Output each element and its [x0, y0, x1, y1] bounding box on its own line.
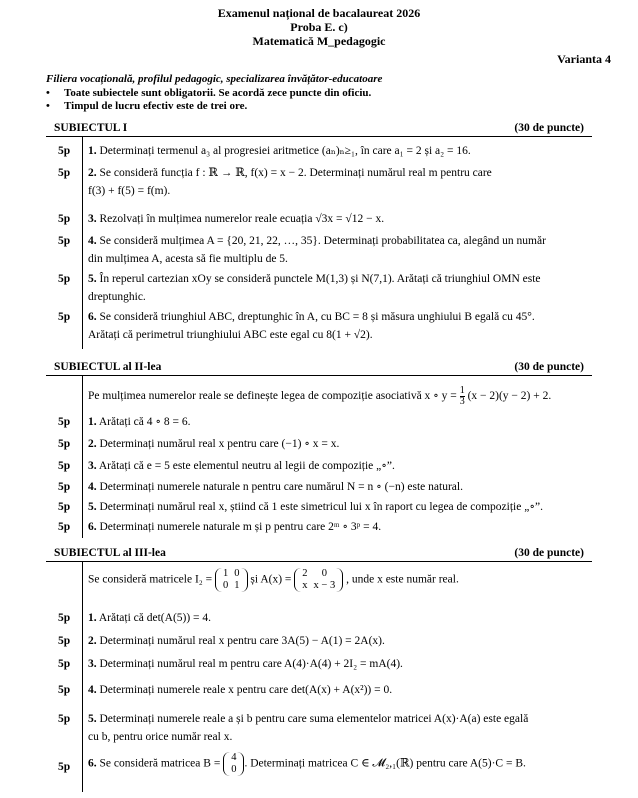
- section-points: (30 de puncte): [514, 122, 584, 134]
- question-text: Arătați că det(A(5)) = 4.: [98, 612, 212, 624]
- question-text: Arătați că e = 5 este elementul neutru al legii de compoziție „∘”.: [98, 460, 395, 472]
- fraction: $\frac{1}{3}$: [459, 385, 465, 407]
- question-text: Se consideră mulțimea A = {20, 21, 22, …, 35}. Determinați probabilitatea ca, alegând un număr: [99, 235, 546, 247]
- points-label: 5p: [58, 235, 71, 247]
- matrix-a: 2 0 x x − 3: [294, 568, 343, 592]
- column-divider: [82, 562, 83, 792]
- points-label: 5p: [58, 713, 71, 725]
- points-label: 5p: [58, 635, 71, 647]
- question-text: Determinați numerele naturale m și p pentru care 2ᵐ ∘ 3ᵖ = 4.: [99, 521, 382, 533]
- points-label: 5p: [58, 167, 71, 179]
- points-label: 5p: [58, 438, 71, 450]
- section-points: (30 de puncte): [514, 547, 584, 559]
- question-text: Se consideră funcția f : ℝ → ℝ, f(x) = x − 2. Determinați numărul real m pentru care: [99, 167, 492, 179]
- question-text: Arătați că 4 ∘ 8 = 6.: [98, 416, 191, 428]
- points-label: 5p: [58, 273, 71, 285]
- question-text: Determinați numărul real x pentru care 3A(5) − A(1) = 2A(x).: [99, 635, 385, 647]
- points-label: 5p: [58, 612, 71, 624]
- question-text: Rezolvați în mulțimea numerelor reale ecuația √3x = √12 − x.: [99, 213, 385, 225]
- instruction-item: • Toate subiectele sunt obligatorii. Se acordă zece puncte din oficiu.: [46, 87, 372, 99]
- question-text: Determinați numărul real x pentru care (−1) ∘ x = x.: [99, 438, 340, 450]
- question-text: Determinați numărul real x, știind că 1 este simetricul lui x în raport cu legea de compoziție „∘”.: [99, 501, 543, 513]
- section-title: SUBIECTUL al II-lea: [54, 361, 162, 373]
- points-label: 5p: [58, 501, 71, 513]
- question-text: Se consideră triunghiul ABC, dreptunghic în A, cu BC = 8 și măsura unghiului B egală cu 45°.: [99, 311, 535, 323]
- points-label: 5p: [58, 145, 71, 157]
- exam-proba: Proba E. c): [290, 20, 348, 34]
- filiera-text: Filiera vocațională, profilul pedagogic, specializarea învățător-educatoare: [46, 73, 383, 85]
- matrix-i2: 1 0 0 1: [215, 568, 248, 592]
- question-text: Determinați numărul real m pentru care A(4)·A(4) + 2I₂ = mA(4).: [99, 658, 403, 670]
- points-label: 5p: [58, 521, 71, 533]
- points-label: 5p: [58, 481, 71, 493]
- question-text: Determinați termenul a₃ al progresiei aritmetice (aₙ)ₙ≥₁, în care a₁ = 2 și a₂ = 16.: [99, 145, 471, 157]
- bullet-icon: •: [46, 87, 50, 99]
- matrix-b: 4 0: [223, 752, 244, 776]
- instructions-list: [46, 87, 371, 113]
- question-text: În reperul cartezian xOy se consideră punctele M(1,3) și N(7,1). Arătați că triunghiul OMN este: [99, 273, 541, 285]
- column-divider: [82, 376, 83, 538]
- points-label: 5p: [58, 213, 71, 225]
- exam-title: Examenul național de bacalaureat 2026: [217, 6, 421, 20]
- question-text: Se consideră matricea B =: [99, 757, 221, 770]
- points-label: 5p: [58, 684, 71, 696]
- section-header-2: [46, 359, 592, 376]
- points-label: 5p: [58, 311, 71, 323]
- points-label: 5p: [58, 761, 71, 773]
- column-divider: [82, 137, 83, 349]
- exam-subject: Matematică M_pedagogic: [252, 34, 386, 48]
- points-label: 5p: [58, 416, 71, 428]
- question-text: Determinați numerele reale x pentru care det(A(x) + A(x²)) = 0.: [99, 684, 393, 696]
- bullet-icon: •: [46, 100, 50, 112]
- variant-label: Varianta 4: [557, 52, 611, 66]
- section-title: SUBIECTUL al III-lea: [54, 547, 166, 559]
- question-text: Determinați numerele naturale n pentru care numărul N = n ∘ (−n) este natural.: [99, 481, 463, 493]
- question-text: Determinați numerele reale a și b pentru care suma elementelor matricei A(x)·A(a) este egală: [99, 713, 529, 725]
- instruction-item: • Timpul de lucru efectiv este de trei ore.: [46, 100, 248, 112]
- section-header-1: [46, 120, 592, 137]
- section-intro: Se consideră matricele I₂ = 1 0 0 1 și A(x) = 2 0 x x − 3 , unde x este număr real.: [88, 568, 459, 591]
- section-intro: Pe mulțimea numerelor reale se definește legea de compoziție asociativă x ∘ y = $\frac{1}{3}$ (x − 2)(y − 2) + 2.: [88, 385, 552, 407]
- section-points: (30 de puncte): [514, 361, 584, 373]
- section-header-3: [46, 545, 592, 562]
- points-label: 5p: [58, 658, 71, 670]
- section-title: SUBIECTUL I: [54, 122, 128, 134]
- points-label: 5p: [58, 460, 71, 472]
